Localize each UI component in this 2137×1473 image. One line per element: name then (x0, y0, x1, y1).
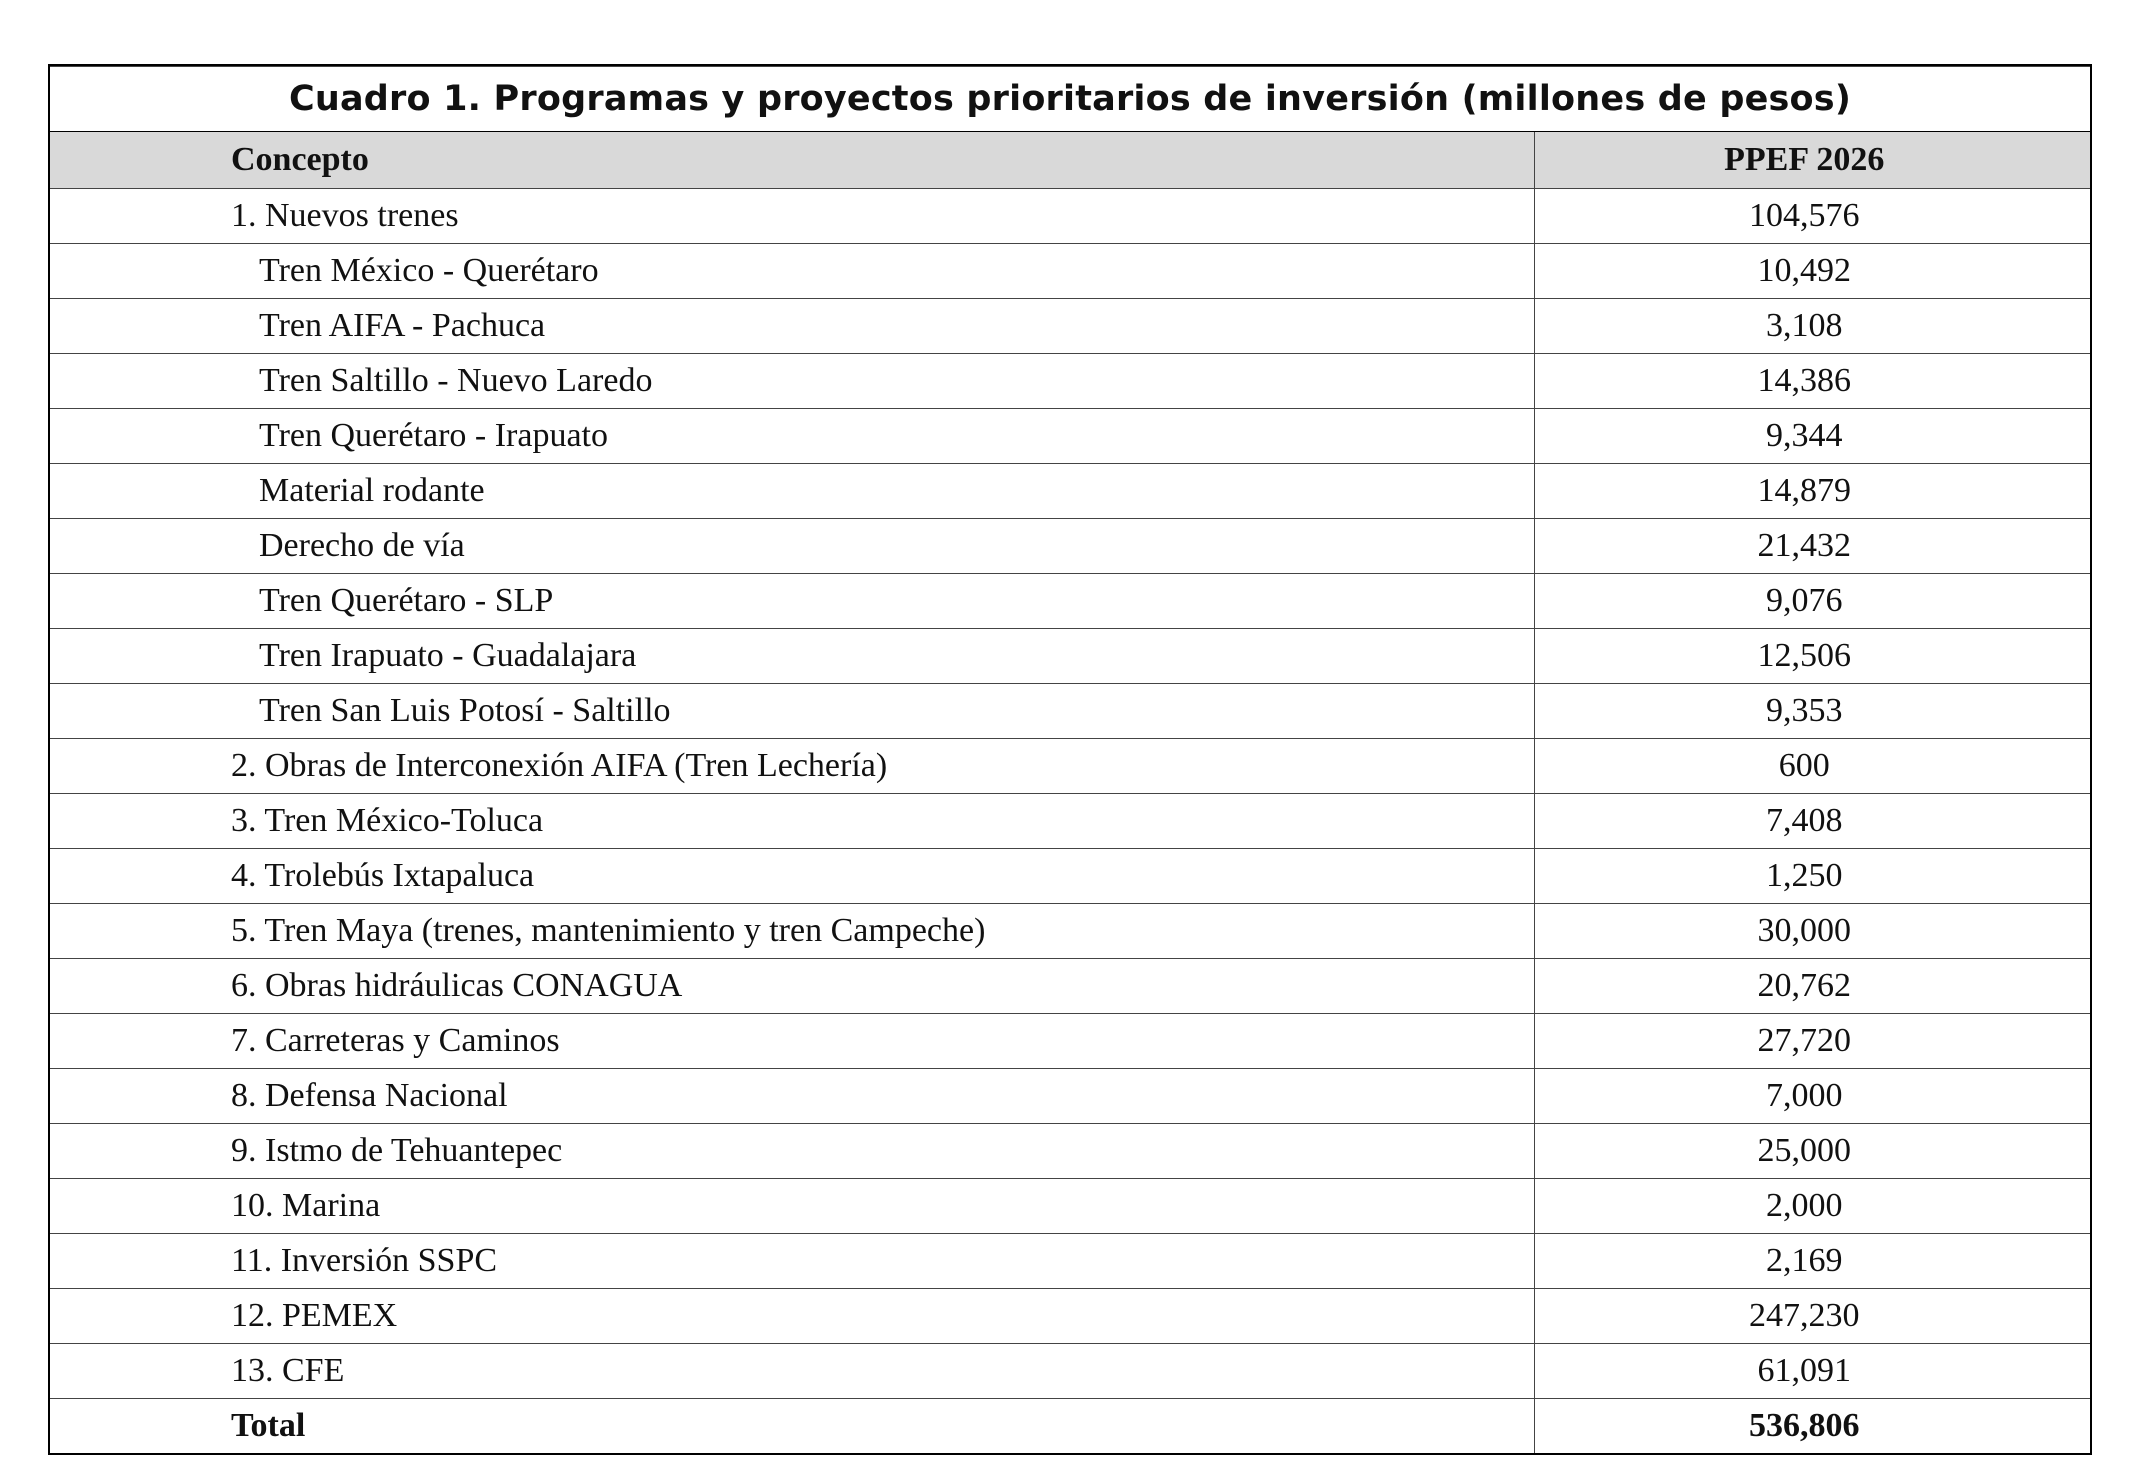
table-title: Cuadro 1. Programas y proyectos prioritarios de inversión (millones de pesos) (50, 67, 2090, 132)
row-value: 12,506 (1534, 629, 2090, 684)
row-concept: 4. Trolebús Ixtapaluca (50, 849, 1534, 904)
table-row (50, 904, 2090, 959)
row-value: 104,576 (1534, 189, 2090, 244)
row-concept: Tren San Luis Potosí - Saltillo (50, 684, 1534, 739)
row-concept: 10. Marina (50, 1179, 1534, 1234)
row-concept: 1. Nuevos trenes (50, 189, 1534, 244)
row-concept: Tren Querétaro - Irapuato (50, 409, 1534, 464)
column-header-concept: Concepto (50, 132, 1534, 189)
table-row (50, 189, 2090, 244)
table-row (50, 1124, 2090, 1179)
row-concept: 6. Obras hidráulicas CONAGUA (50, 959, 1534, 1014)
row-concept: Tren Irapuato - Guadalajara (50, 629, 1534, 684)
table-row (50, 574, 2090, 629)
row-value: 600 (1534, 739, 2090, 794)
table-row (50, 794, 2090, 849)
row-concept: 9. Istmo de Tehuantepec (50, 1124, 1534, 1179)
row-concept: 11. Inversión SSPC (50, 1234, 1534, 1289)
row-value: 9,344 (1534, 409, 2090, 464)
row-value: 14,879 (1534, 464, 2090, 519)
row-concept: 12. PEMEX (50, 1289, 1534, 1344)
row-value: 9,353 (1534, 684, 2090, 739)
table-row (50, 629, 2090, 684)
row-value: 30,000 (1534, 904, 2090, 959)
row-value: 1,250 (1534, 849, 2090, 904)
row-value: 10,492 (1534, 244, 2090, 299)
row-value: 3,108 (1534, 299, 2090, 354)
row-concept: 8. Defensa Nacional (50, 1069, 1534, 1124)
row-value: 7,000 (1534, 1069, 2090, 1124)
table-body (50, 189, 2090, 1399)
table-row (50, 464, 2090, 519)
table-row (50, 299, 2090, 354)
table-header-row (50, 132, 2090, 189)
table-row (50, 1069, 2090, 1124)
row-concept: Material rodante (50, 464, 1534, 519)
row-concept: Derecho de vía (50, 519, 1534, 574)
row-value: 2,169 (1534, 1234, 2090, 1289)
table-row (50, 519, 2090, 574)
table-row (50, 1289, 2090, 1344)
row-concept: 13. CFE (50, 1344, 1534, 1399)
table-title-row (50, 67, 2090, 132)
row-value: 61,091 (1534, 1344, 2090, 1399)
row-concept: 5. Tren Maya (trenes, mantenimiento y tren Campeche) (50, 904, 1534, 959)
row-concept: Tren México - Querétaro (50, 244, 1534, 299)
row-concept: 3. Tren México-Toluca (50, 794, 1534, 849)
table-row (50, 739, 2090, 794)
row-concept: Tren AIFA - Pachuca (50, 299, 1534, 354)
column-header-ppef-2026: PPEF 2026 (1534, 132, 2090, 189)
row-concept: Tren Saltillo - Nuevo Laredo (50, 354, 1534, 409)
table-row (50, 244, 2090, 299)
row-value: 25,000 (1534, 1124, 2090, 1179)
table-row (50, 1014, 2090, 1069)
table-row (50, 849, 2090, 904)
table-row (50, 354, 2090, 409)
table-row (50, 409, 2090, 464)
table-row (50, 959, 2090, 1014)
row-concept: 2. Obras de Interconexión AIFA (Tren Lechería) (50, 739, 1534, 794)
total-row (50, 1399, 2090, 1454)
investment-table-frame (48, 64, 2092, 1455)
table-row (50, 1234, 2090, 1289)
total-label: Total (50, 1399, 1534, 1454)
row-value: 14,386 (1534, 354, 2090, 409)
row-value: 7,408 (1534, 794, 2090, 849)
total-value: 536,806 (1534, 1399, 2090, 1454)
row-value: 21,432 (1534, 519, 2090, 574)
investment-table (50, 66, 2090, 1453)
row-concept: 7. Carreteras y Caminos (50, 1014, 1534, 1069)
table-row (50, 1344, 2090, 1399)
row-value: 2,000 (1534, 1179, 2090, 1234)
row-value: 27,720 (1534, 1014, 2090, 1069)
row-value: 20,762 (1534, 959, 2090, 1014)
row-value: 9,076 (1534, 574, 2090, 629)
row-concept: Tren Querétaro - SLP (50, 574, 1534, 629)
table-row (50, 684, 2090, 739)
table-row (50, 1179, 2090, 1234)
row-value: 247,230 (1534, 1289, 2090, 1344)
